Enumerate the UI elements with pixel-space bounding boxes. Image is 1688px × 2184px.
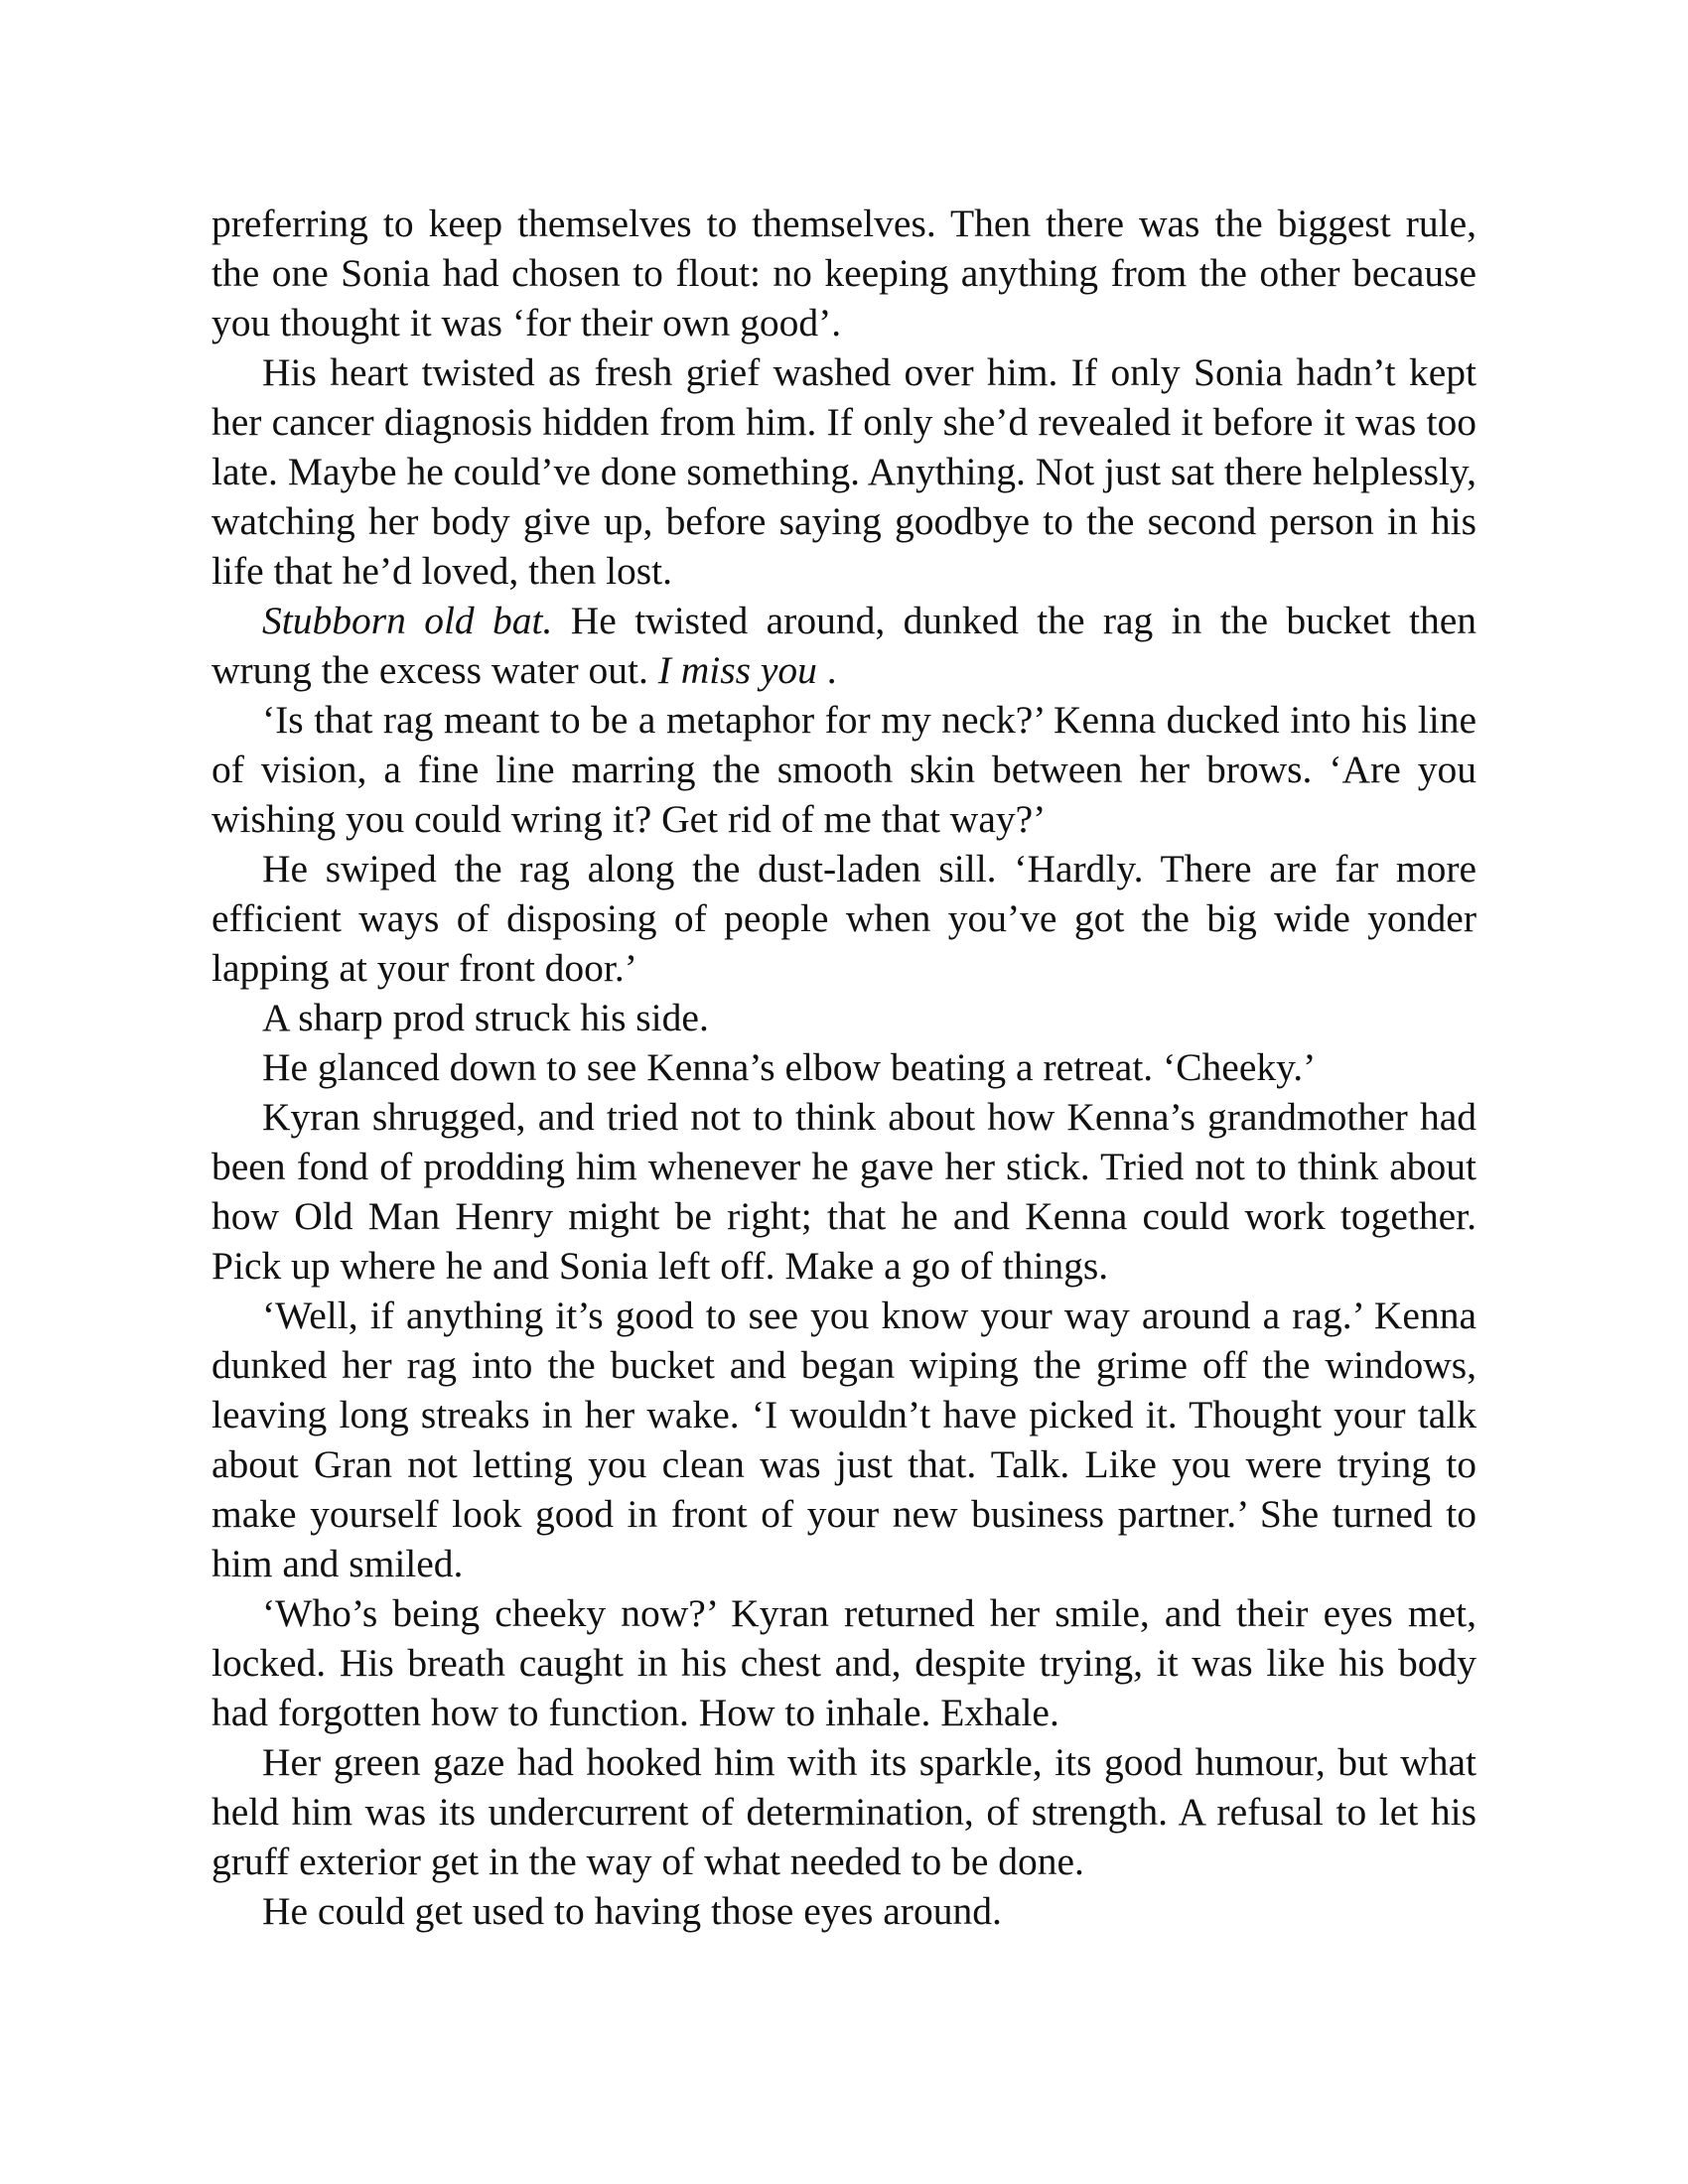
text-run: His heart twisted as fresh grief washed over him. If only Sonia hadn’t kept her cancer diagnosis hidden from him. If only she’d revealed it before it was too late. Maybe he could’ve done something. Anything. Not just sat there helplessly, watching her body give up, before saying goodbye to the second person in his life that he’d loved, then lost. (211, 350, 1477, 593)
text-run: Her green gaze had hooked him with its sparkle, its good humour, but what held him was its undercurrent of determination, of strength. A refusal to let his gruff exterior get in the way of what needed to be done. (211, 1740, 1477, 1883)
paragraph (211, 1291, 1477, 1588)
text-run: . (816, 648, 837, 692)
italic-text: Stubborn old bat. (262, 599, 553, 642)
text-run: Kyran shrugged, and tried not to think about how Kenna’s grandmother had been fond of prodding him whenever he gave her stick. Tried not to think about how Old Man Henry might be right; that he and Kenna could work together. Pick up where he and Sonia left off. Make a go of things. (211, 1095, 1477, 1288)
paragraph (211, 1886, 1477, 1936)
paragraph (211, 844, 1477, 993)
paragraph (211, 596, 1477, 695)
paragraph (211, 993, 1477, 1042)
text-run: He swiped the rag along the dust-laden sill. ‘Hardly. There are far more efficient ways of disposing of people when you’ve got the big wide yonder lapping at your front door.’ (211, 847, 1477, 990)
text-run: ‘Well, if anything it’s good to see you know your way around a rag.’ Kenna dunked her rag into the bucket and began wiping the grime off the windows, leaving long streaks in her wake. ‘I wouldn’t have picked it. Thought your talk about Gran not letting you clean was just that. Talk. Like you were trying to make yourself look good in front of your new business partner.’ She turned to him and smiled. (211, 1294, 1477, 1585)
paragraph (211, 199, 1477, 347)
paragraph (211, 1588, 1477, 1737)
paragraph (211, 1092, 1477, 1291)
page-body (211, 199, 1477, 1936)
paragraph (211, 695, 1477, 844)
paragraph (211, 347, 1477, 596)
text-run: ‘Is that rag meant to be a metaphor for my neck?’ Kenna ducked into his line of vision, a fine line marring the smooth skin between her brows. ‘Are you wishing you could wring it? Get rid of me that way?’ (211, 698, 1477, 841)
text-run: A sharp prod struck his side. (262, 996, 709, 1039)
text-run: He twisted around, dunked the rag in the bucket then wrung the excess water out. (211, 599, 1477, 692)
text-run: ‘Who’s being cheeky now?’ Kyran returned her smile, and their eyes met, locked. His breath caught in his chest and, despite trying, it was like his body had forgotten how to function. How to inhale. Exhale. (211, 1591, 1477, 1734)
paragraph (211, 1737, 1477, 1886)
italic-text: I miss you (657, 648, 817, 692)
text-run: preferring to keep themselves to themselves. Then there was the biggest rule, the one Sonia had chosen to flout: no keeping anything from the other because you thought it was ‘for their own good’. (211, 202, 1477, 344)
paragraph (211, 1042, 1477, 1092)
text-run: He glanced down to see Kenna’s elbow beating a retreat. ‘Cheeky.’ (262, 1045, 1317, 1089)
text-run: He could get used to having those eyes around. (262, 1889, 1002, 1933)
